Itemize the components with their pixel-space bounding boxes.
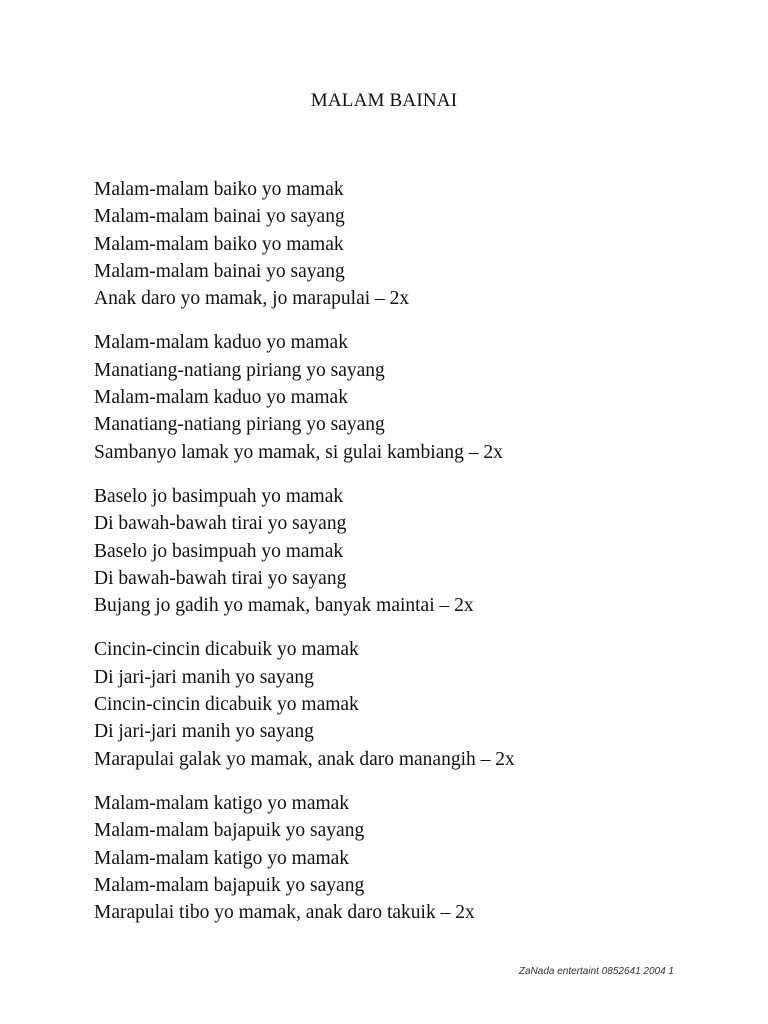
page-title: MALAM BAINAI [310, 90, 458, 111]
lyric-line: Malam-malam baiko yo mamak [94, 179, 344, 200]
lyric-line: Cincin-cincin dicabuik yo mamak [94, 639, 359, 661]
lyric-line: Manatiang-natiang piriang yo sayang [94, 414, 385, 436]
lyric-line: Anak daro yo mamak, jo marapulai – 2x [94, 288, 410, 310]
lyric-line: Malam-malam bainai yo sayang [94, 206, 345, 228]
lyric-line: Baselo jo basimpuah yo mamak [94, 540, 344, 562]
page-footer: ZaNada entertaint 0852641 2004 1 [518, 966, 674, 977]
lyric-line: Malam-malam katigo yo mamak [94, 792, 350, 814]
lyric-line: Malam-malam bajapuik yo sayang [94, 820, 365, 842]
lyric-line: Sambanyo lamak yo mamak, si gulai kambiang – 2x [94, 441, 503, 463]
lyric-line: Di bawah-bawah tirai yo sayang [94, 513, 347, 535]
lyric-line: Malam-malam kaduo yo mamak [94, 332, 348, 354]
stanza-4 [94, 636, 714, 772]
lyric-line: Malam-malam baiko yo mamak [94, 233, 344, 255]
lyric-line: Bujang jo gadih yo mamak, banyak maintai – 2x [94, 595, 474, 617]
lyric-line: Marapulai galak yo mamak, anak daro manangih – 2x [94, 748, 515, 770]
lyric-line: Malam-malam kaduo yo mamak [94, 387, 348, 409]
lyric-line: Di jari-jari manih yo sayang [94, 721, 314, 743]
lyric-line: Marapulai tibo yo mamak, anak daro takuik – 2x [94, 902, 475, 924]
stanza-3 [94, 483, 714, 619]
lyric-line: Di jari-jari manih yo sayang [94, 666, 314, 688]
lyric-line: Manatiang-natiang piriang yo sayang [94, 359, 385, 381]
lyric-line: Cincin-cincin dicabuik yo mamak [94, 694, 359, 716]
stanza-1 [94, 176, 714, 312]
lyric-line: Baselo jo basimpuah yo mamak [94, 485, 344, 507]
lyric-line: Malam-malam bainai yo sayang [94, 260, 345, 282]
stanza-2 [94, 329, 714, 465]
lyric-line: Di bawah-bawah tirai yo sayang [94, 567, 347, 589]
stanza-5 [94, 790, 714, 926]
lyric-line: Malam-malam bajapuik yo sayang [94, 874, 365, 896]
lyrics-body [94, 176, 714, 943]
lyric-line: Malam-malam katigo yo mamak [94, 847, 350, 869]
